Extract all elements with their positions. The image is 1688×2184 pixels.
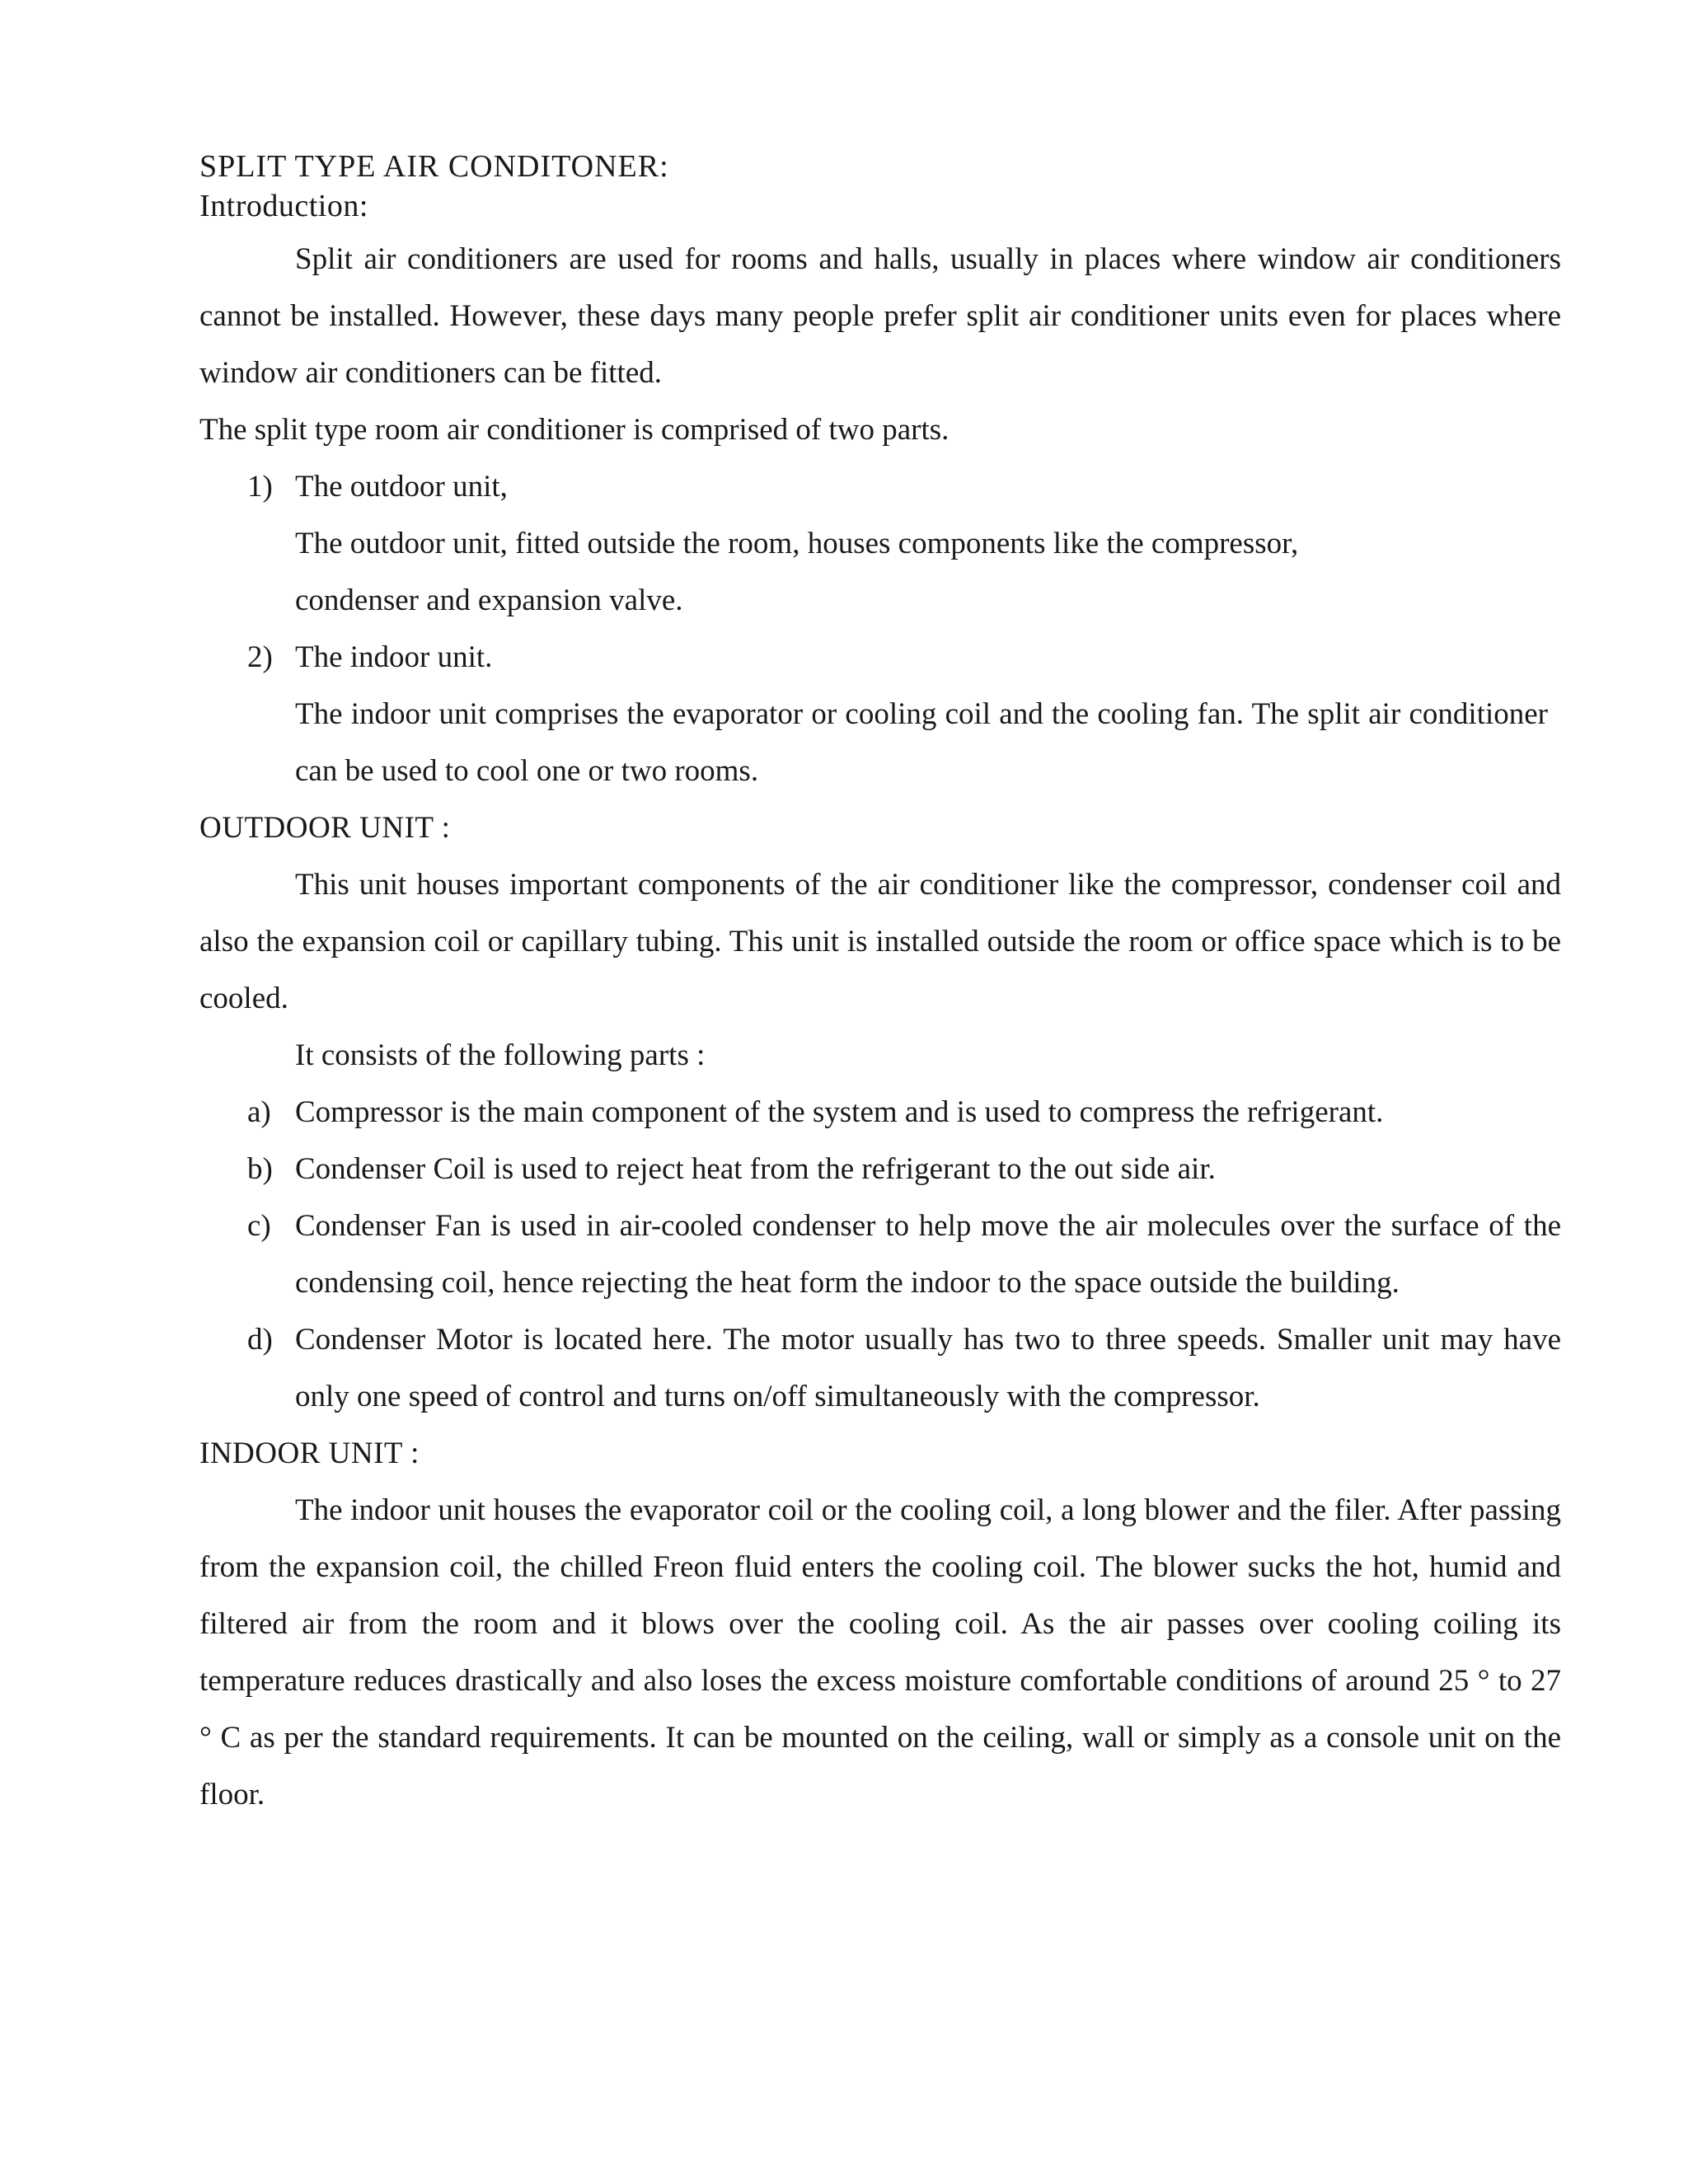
outdoor-parts-item — [199, 1197, 1561, 1311]
outdoor-part-text: Compressor is the main component of the system and is used to compress the refrigerant. — [295, 1095, 1384, 1129]
outdoor-parts-item — [199, 1311, 1561, 1425]
list-marker: b) — [247, 1152, 273, 1186]
indoor-unit-paragraph: The indoor unit houses the evaporator coil or the cooling coil, a long blower and the filer. After passing from the expansion coil, the chilled Freon fluid enters the cooling coil. The blower sucks the hot, humid and filtered air from the room and it blows over the cooling coil. As the air passes over cooling coiling its temperature reduces drastically and also loses the excess moisture comfortable conditions of around 25 ° to 27 ° C as per the standard requirements. It can be mounted on the ceiling, wall or simply as a console unit on the floor. — [199, 1493, 1561, 1811]
document-body — [199, 147, 1561, 1823]
indoor-unit-heading: INDOOR UNIT : — [199, 1436, 420, 1470]
outdoor-parts-list — [199, 1084, 1561, 1425]
parts-list-item — [199, 458, 1561, 629]
part-label: The indoor unit. — [295, 640, 493, 674]
list-marker: 1) — [247, 470, 273, 504]
document-title: SPLIT TYPE AIR CONDITONER: — [199, 149, 669, 184]
outdoor-unit-parts-intro: It consists of the following parts : — [295, 1038, 706, 1072]
list-marker: c) — [247, 1209, 271, 1243]
outdoor-parts-item — [199, 1141, 1561, 1197]
list-marker: d) — [247, 1323, 273, 1357]
introduction-heading: Introduction: — [199, 189, 368, 223]
part-label: The outdoor unit, — [295, 470, 508, 504]
intro-paragraph: Split air conditioners are used for rooms and halls, usually in places where window air conditioners cannot be installed. However, these days many people prefer split air conditioner units even for places where window air conditioners can be fitted. — [199, 242, 1561, 390]
parts-list — [199, 458, 1561, 799]
list-marker: a) — [247, 1095, 271, 1129]
outdoor-unit-paragraph: This unit houses important components of the air conditioner like the compressor, condenser coil and also the expansion coil or capillary tubing. This unit is installed outside the room or office space which is to be cooled. — [199, 868, 1561, 1015]
outdoor-unit-heading: OUTDOOR UNIT : — [199, 811, 451, 845]
part-description: The outdoor unit, fitted outside the room, houses components like the compressor, condenser and expansion valve. — [295, 527, 1299, 617]
outdoor-parts-item — [199, 1084, 1561, 1141]
part-description: The indoor unit comprises the evaporator or cooling coil and the cooling fan. The split air conditioner can be used to cool one or two rooms. — [295, 697, 1548, 788]
outdoor-part-text: Condenser Motor is located here. The motor usually has two to three speeds. Smaller unit may have only one speed of control and turns on/off simultaneously with the compressor. — [295, 1323, 1561, 1413]
parts-list-item — [199, 629, 1561, 799]
parts-statement: The split type room air conditioner is comprised of two parts. — [199, 413, 950, 447]
outdoor-part-text: Condenser Fan is used in air-cooled condenser to help move the air molecules over the surface of the condensing coil, hence rejecting the heat form the indoor to the space outside the building. — [295, 1209, 1561, 1300]
list-marker: 2) — [247, 640, 273, 674]
outdoor-part-text: Condenser Coil is used to reject heat from the refrigerant to the out side air. — [295, 1152, 1216, 1186]
